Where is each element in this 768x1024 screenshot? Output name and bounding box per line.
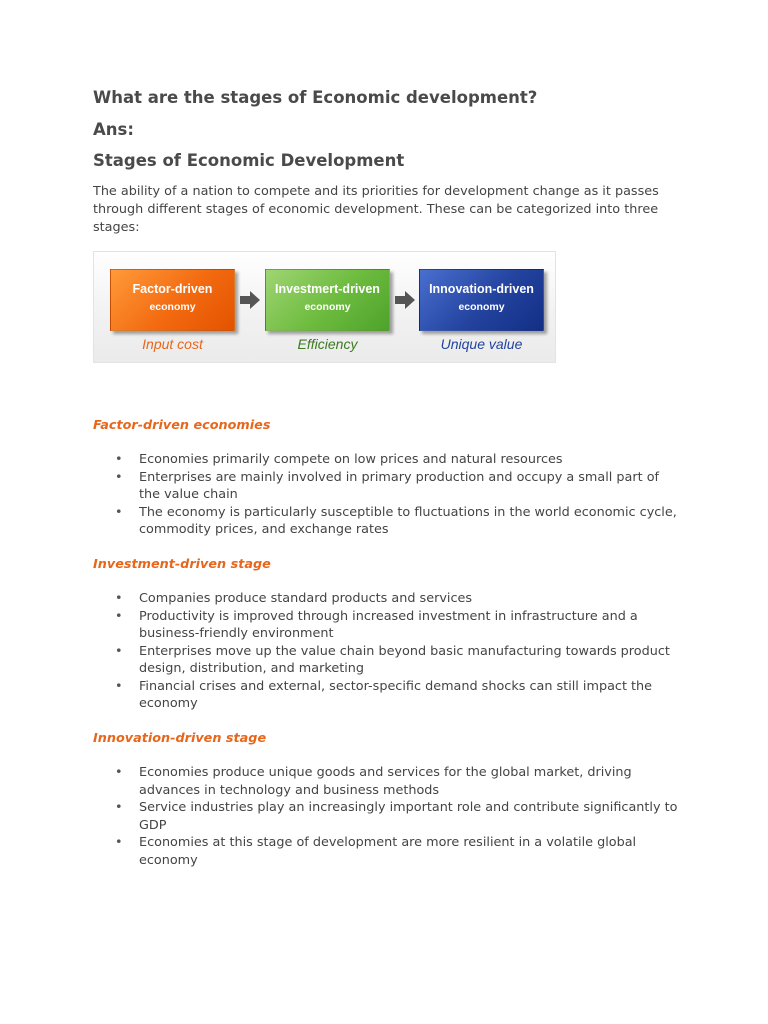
stage-caption-unique-value: Unique value [440, 336, 523, 352]
list-item: • Economies produce unique goods and services for the global market, driving advances in technology and business methods [93, 764, 683, 799]
question-heading: What are the stages of Economic development? [93, 88, 538, 107]
factor-driven-list [93, 451, 683, 539]
answer-label: Ans: [93, 120, 134, 139]
list-item: • Service industries play an increasingly important role and contribute significantly to GDP [93, 799, 683, 834]
stages-diagram [93, 251, 556, 363]
section-title: Stages of Economic Development [93, 151, 405, 170]
list-item: • Economies primarily compete on low prices and natural resources [93, 451, 683, 469]
arrow-right-icon [239, 290, 261, 310]
list-item: • Enterprises move up the value chain beyond basic manufacturing towards product design, distribution, and marketing [93, 643, 683, 678]
stage-subtitle: economy [304, 301, 351, 313]
list-item: • Economies at this stage of development are more resilient in a volatile global economy [93, 834, 683, 869]
stage-title: Innovation-driven [429, 282, 534, 296]
list-item: • Companies produce standard products and services [93, 590, 683, 608]
list-item: • Financial crises and external, sector-specific demand shocks can still impact the economy [93, 678, 683, 713]
stage-subtitle: economy [149, 301, 196, 313]
investment-driven-heading: Investment-driven stage [93, 557, 271, 572]
stage-box-factor [110, 269, 235, 331]
stage-title: Factor-driven [132, 282, 213, 296]
intro-paragraph: The ability of a nation to compete and its priorities for development change as it passes through different stages of economic development. These can be categorized into three stages: [93, 184, 659, 235]
list-item: • Enterprises are mainly involved in primary production and occupy a small part of the value chain [93, 469, 683, 504]
stage-caption-input-cost: Input cost [142, 336, 203, 352]
stage-subtitle: economy [458, 301, 505, 313]
stage-box-innovation [419, 269, 544, 331]
list-item: • Productivity is improved through increased investment in infrastructure and a business-friendly environment [93, 608, 683, 643]
list-item: • The economy is particularly susceptible to fluctuations in the world economic cycle, commodity prices, and exchange rates [93, 504, 683, 539]
investment-driven-list [93, 590, 683, 713]
innovation-driven-list [93, 764, 683, 869]
innovation-driven-heading: Innovation-driven stage [93, 731, 267, 746]
stage-box-investment [265, 269, 390, 331]
stage-title: Investmert-driven [275, 282, 380, 296]
factor-driven-heading: Factor-driven economies [93, 418, 271, 433]
stage-caption-efficiency: Efficiency [297, 336, 358, 352]
arrow-right-icon [394, 290, 416, 310]
